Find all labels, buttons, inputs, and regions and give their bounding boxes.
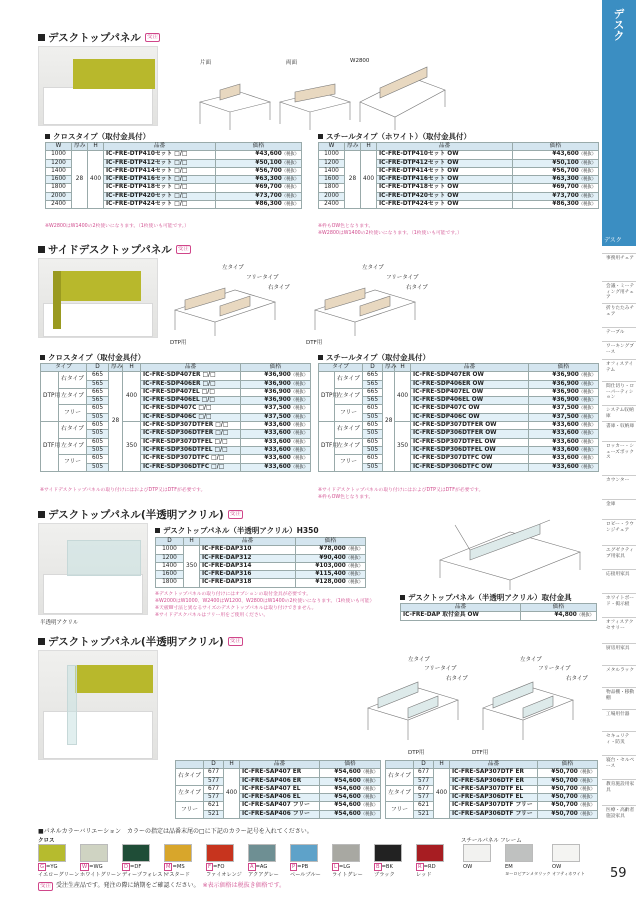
- sidebar-item[interactable]: システム収納庫: [606, 408, 634, 419]
- drawing-label: フリータイプ: [424, 666, 457, 672]
- drawing-label: 両面: [286, 60, 298, 66]
- sidebar-divider: [602, 593, 636, 594]
- sidebar-item[interactable]: 間仕切り・ローパーティション: [606, 384, 635, 401]
- color-swatch: [38, 844, 66, 862]
- color-swatch-name: ライトグレー: [332, 872, 363, 878]
- sidebar-item[interactable]: 教育施設用家具: [606, 782, 635, 793]
- sidebar-item[interactable]: オフィスアクセサリー: [606, 620, 634, 631]
- note: ※枠もOW色となります。: [318, 495, 374, 500]
- note: ※W2800はW1400の2枚使いになります。（1枚使いも可能です。）: [45, 224, 189, 229]
- drawing-label: DTF用: [472, 750, 489, 756]
- sidebar-divider: [602, 303, 636, 304]
- color-swatch-name: レッド: [416, 872, 432, 878]
- drawing-label: W2800: [350, 58, 370, 64]
- sidebar-divider: [602, 569, 636, 570]
- drawing-label: 左タイプ: [520, 657, 542, 663]
- sidebar-divider: [602, 441, 636, 442]
- sidebar-item[interactable]: 厨房用家具: [606, 646, 630, 651]
- acrylic-side-dtf-table: D H 品番 価格 右タイプ 677 400 IC-FRE-SAP307DTF ER ¥50,700（税抜） 577 IC-FRE-SAP306DTF ER ¥50,700（税抜） 左タイプ 677 IC-FRE-SAP307DTF EL ¥50,700（税抜） 577 IC-FRE-SAP306DTF EL ¥50,700（税抜） フリー 621 IC-FRE-SAP307DTF フリー ¥50,700（税抜） 521 IC-FRE-SAP306DTF フリー ¥50,700（税抜）: [385, 760, 598, 819]
- color-swatch-label: A =AG: [250, 864, 268, 870]
- color-swatch: [505, 844, 533, 862]
- bracket-price-table: 品番 価格 IC-FRE-DAP 取付金具 OW ¥4,800（税抜）: [400, 603, 597, 621]
- sidebar-item[interactable]: 事務用チェア: [606, 256, 634, 261]
- photo-label: 半透明アクリル: [40, 620, 79, 626]
- color-swatch: [164, 844, 192, 862]
- sidebar-divider: [602, 519, 636, 520]
- drawing-label: DTP用: [408, 750, 425, 756]
- section-title-acrylic: デスクトップパネル(半透明アクリル) 受注: [38, 507, 243, 522]
- sidebar-divider: [602, 381, 636, 382]
- drawing-label: 右タイプ: [446, 676, 468, 682]
- color-swatch: [552, 844, 580, 862]
- sidebar-item[interactable]: メタルラック: [606, 668, 635, 673]
- subtitle-acrylic: デスクトップパネル（半透明アクリル）H350: [155, 525, 319, 536]
- footer-note: 受注 受注生産品です。発注の際に納期をご確認ください。 ※表示価格は税抜き価格です。: [40, 882, 286, 889]
- cross-price-table: W 厚み H 品番 価格 1000 28 400 IC-FRE-DTP410セット □/□ ¥43,600（税抜） 1200 IC-FRE-DTP412セット □/□ ¥50,100（税抜） 1400 IC-FRE-DTP414セット □/□ ¥56,700（税抜） 1600 IC-FRE-DTP416セット □/□ ¥63,300（税抜） 1800 IC-FRE-DTP418セット □/□ ¥69,700（税抜） 2000 IC-FRE-DTP420セット □/□ ¥73,700（税抜） 2400 IC-FRE-DTP424セット □/□ ¥86,300（税抜）: [45, 142, 302, 209]
- color-swatch: [206, 844, 234, 862]
- acrylic-desk-drawing: [430, 520, 595, 590]
- sidebar-divider: [602, 499, 636, 500]
- sidebar-item[interactable]: 折りたたみチェア: [606, 306, 635, 317]
- sidebar-item[interactable]: 書庫・収納庫: [606, 424, 635, 429]
- drawing-label: フリータイプ: [386, 275, 419, 281]
- drawing-label: 右タイプ: [566, 676, 588, 682]
- sidebar-item[interactable]: 医療・高齢者施設家具: [606, 808, 635, 819]
- note: ※サイドデスクパネルはフリー用をご使用ください。: [155, 613, 269, 618]
- note: ※サイドデスクトップパネルの取り付けにはおよびDTP又はDTFが必要です。: [318, 488, 484, 493]
- sidebar-divider: [602, 687, 636, 688]
- sidebar-divider: [602, 359, 636, 360]
- drawing-label: DTP用: [170, 340, 187, 346]
- drawing-label: 右タイプ: [406, 285, 428, 291]
- drawing-label: 左タイプ: [222, 265, 244, 271]
- sidebar-item[interactable]: ホワイトボード・掲示板: [606, 596, 634, 607]
- sidebar-item[interactable]: テーブル: [606, 330, 625, 335]
- note: ※W2800はW1400の2枚使いになります。（1枚使いも可能です。）: [318, 231, 462, 236]
- subtitle-steel: スチールタイプ（ホワイト）（取付金具付）: [318, 131, 471, 142]
- drawing-label: 片面: [200, 60, 212, 66]
- sidebar-divider: [602, 665, 636, 666]
- color-swatch-name: イエローグリーン: [38, 872, 80, 878]
- color-steel-label: スチールパネル: [461, 838, 499, 844]
- sidebar-item[interactable]: 金庫: [606, 502, 616, 507]
- product-photo: [38, 46, 158, 126]
- sidebar-divider: [602, 755, 636, 756]
- note: ※枠もOW色となります。: [318, 224, 374, 229]
- sidebar-divider: [602, 475, 636, 476]
- sidebar-divider: [602, 709, 636, 710]
- sidebar-divider: [602, 643, 636, 644]
- color-swatch: [416, 844, 444, 862]
- sidebar-item[interactable]: 物品棚・移動棚: [606, 690, 635, 701]
- color-swatch-name: オフティホワイト: [552, 871, 585, 876]
- sidebar-divider: [602, 731, 636, 732]
- color-swatch-label: R =RD: [418, 864, 436, 870]
- color-swatch-label: EM: [505, 864, 513, 870]
- side-steel-price-table: タイプ D 厚み H 品番 価格 DTP用 右タイプ 665 28 400 IC-FRE-SDP407ER OW ¥36,900（税抜） 565 IC-FRE-SDP406ER OW ¥36,900（税抜） 左タイプ 665 IC-FRE-SDP407EL OW ¥36,900（税抜） 565 IC-FRE-SDP406EL OW ¥36,900（税抜） フリー 605 IC-FRE-SDP407C OW ¥37,500（税抜） 505 IC-FRE-SDP406C OW ¥37,500（税抜） DTF用 右タイプ 605 350 IC-FRE-SDP307DTFER OW ¥33,600（税抜） 505 IC-FRE-SDP306DTFER OW ¥33,600（税抜） 左タイプ 605 IC-FRE-SDP307DTFEL OW ¥33,600（税抜） 505 IC-FRE-SDP306DTFEL OW ¥33,600（税抜） フリー 605 IC-FRE-SDP307DTFC OW ¥33,600（税抜） 505 IC-FRE-SDP306DTFC OW ¥33,600（税抜）: [318, 363, 599, 472]
- drawing-label: フリータイプ: [246, 275, 279, 281]
- color-swatch-name: ペールブルー: [290, 872, 321, 878]
- color-swatch-name: ブラック: [374, 872, 395, 878]
- product-photo: [38, 523, 148, 615]
- steel-price-table: W 厚み H 品番 価格 1000 28 400 IC-FRE-DTP410セット OW ¥43,600（税抜） 1200 IC-FRE-DTP412セット OW ¥50,100（税抜） 1400 IC-FRE-DTP414セット OW ¥56,700（税抜） 1600 IC-FRE-DTP416セット OW ¥63,300（税抜） 1800 IC-FRE-DTP418セット OW ¥69,700（税抜） 2000 IC-FRE-DTP420セット OW ¥73,700（税抜） 2400 IC-FRE-DTP424セット OW ¥86,300（税抜）: [318, 142, 599, 209]
- color-swatch-label: F =FO: [208, 864, 225, 870]
- sidebar-divider: [602, 617, 636, 618]
- color-swatch-name: ディープフォレスト: [122, 872, 168, 878]
- sidebar-divider: [602, 281, 636, 282]
- color-swatch-label: P =PB: [292, 864, 309, 870]
- color-swatch-label: W =WG: [82, 864, 103, 870]
- section-title-side-panel: サイドデスクトップパネル 受注: [38, 242, 191, 257]
- sidebar-divider: [602, 805, 636, 806]
- sidebar-item[interactable]: ロビー・ラウンジチェア: [606, 522, 634, 533]
- color-swatch: [122, 844, 150, 862]
- drawing-label: 左タイプ: [408, 657, 430, 663]
- sidebar-divider: [602, 779, 636, 780]
- color-swatch-label: OW: [463, 864, 473, 870]
- sidebar-divider: [602, 253, 636, 254]
- page-number: 59: [610, 866, 627, 881]
- sidebar-divider: [602, 405, 636, 406]
- color-swatch: [80, 844, 108, 862]
- side-cross-price-table: タイプ D 厚み H 品番 価格 DTP用 右タイプ 665 28 400 IC-FRE-SDP407ER □/□ ¥36,900（税抜） 565 IC-FRE-SDP406ER □/□ ¥36,900（税抜） 左タイプ 665 IC-FRE-SDP407EL □/□ ¥36,900（税抜） 565 IC-FRE-SDP406EL □/□ ¥36,900（税抜） フリー 605 IC-FRE-SDP407C □/□ ¥37,500（税抜） 505 IC-FRE-SDP406C □/□ ¥37,500（税抜） DTF用 右タイプ 605 350 IC-FRE-SDP307DTFER □/□ ¥33,600（税抜） 505 IC-FRE-SDP306DTFER □/□ ¥33,600（税抜） 左タイプ 605 IC-FRE-SDP307DTFEL □/□ ¥33,600（税抜） 505 IC-FRE-SDP306DTFEL □/□ ¥33,600（税抜） フリー 605 IC-FRE-SDP307DTFC □/□ ¥33,600（税抜） 505 IC-FRE-SDP306DTFC □/□ ¥33,600（税抜）: [40, 363, 311, 472]
- color-swatch-label: OW: [552, 864, 562, 870]
- side-panel-drawing: [165, 270, 455, 340]
- sidebar-divider: [602, 421, 636, 422]
- color-variation-title: ■パネルカラーバリエーション カラーの指定は品番末尾の□に下記のカラー記号を入れてください。: [38, 828, 313, 835]
- drawing-label: 左タイプ: [362, 265, 384, 271]
- color-swatch-label: D =DF: [124, 864, 142, 870]
- subtitle-bracket: デスクトップパネル（半透明アクリル）取付金具: [400, 592, 572, 603]
- sidebar-item[interactable]: ワーキングブース: [606, 344, 634, 355]
- drawing-label: フリータイプ: [538, 666, 571, 672]
- product-photo: [38, 650, 158, 760]
- desk-drawing: [195, 62, 455, 132]
- color-swatch-name: ファイオレンジ: [206, 872, 242, 878]
- sidebar-item[interactable]: 寝台・セルペース: [606, 758, 635, 769]
- acrylic-price-table: D H 品番 価格 1000 350 IC-FRE-DAP310 ¥78,000（税抜） 1200 IC-FRE-DAP312 ¥90,400（税抜） 1400 IC-FRE-DAP314 ¥103,000（税抜） 1600 IC-FRE-DAP316 ¥115,400（税抜） 1800 IC-FRE-DAP318 ¥128,000（税抜）: [155, 537, 366, 588]
- sidebar-divider: [602, 341, 636, 342]
- sidebar-item[interactable]: 応接用家具: [606, 572, 630, 577]
- color-swatch: [374, 844, 402, 862]
- color-swatch: [332, 844, 360, 862]
- color-swatch: [290, 844, 318, 862]
- section-title-desktop-panel: デスクトップパネル 受注: [38, 30, 160, 45]
- acrylic-side-drawing: [358, 668, 598, 748]
- sidebar: [602, 0, 636, 900]
- color-swatch-name: ホワイトグリーン: [80, 872, 122, 878]
- color-swatch-name: アクアグレー: [248, 872, 279, 878]
- note: ※デスクトップパネルの取り付けにはオプションの取付金具が必要です。: [155, 592, 311, 597]
- subtitle-steel: スチールタイプ（取付金具付）: [318, 352, 430, 363]
- sidebar-item[interactable]: ロッカー・シューズボックス: [606, 444, 635, 461]
- sidebar-item[interactable]: セキュリティ・防災: [606, 734, 630, 745]
- drawing-label: 右タイプ: [268, 285, 290, 291]
- subtitle-cross: クロスタイプ（取付金具付）: [45, 131, 150, 142]
- sidebar-item[interactable]: エグゼクティブ用家具: [606, 548, 634, 559]
- subtitle-cross: クロスタイプ（取付金具付）: [40, 352, 145, 363]
- color-swatch-label: B =BK: [376, 864, 393, 870]
- acrylic-side-dtp-table: D H 品番 価格 右タイプ 677 400 IC-FRE-SAP407 ER ¥54,600（税抜） 577 IC-FRE-SAP406 ER ¥54,600（税抜） 左タイプ 677 IC-FRE-SAP407 EL ¥54,600（税抜） 577 IC-FRE-SAP406 EL ¥54,600（税抜） フリー 621 IC-FRE-SAP407 フリー ¥54,600（税抜） 521 IC-FRE-SAP406 フリー ¥54,600（税抜）: [175, 760, 381, 819]
- color-swatch-name: マスタード: [164, 872, 190, 878]
- color-frame-label: フレーム: [500, 838, 522, 844]
- color-swatch-name: ヨーロピアンメタリック: [505, 871, 551, 876]
- note: ※サイドデスクトップパネルの取り付けにはおよびDTP又はDTFが必要です。: [40, 488, 206, 493]
- sidebar-divider: [602, 545, 636, 546]
- sidebar-item[interactable]: カウンター: [606, 478, 630, 483]
- color-swatch-label: M =MS: [166, 864, 185, 870]
- color-swatch-label: G =YG: [40, 864, 58, 870]
- note: ※天板W寸法と異なるサイズのデスクトップパネルは取り付けできません。: [155, 606, 317, 611]
- sidebar-header: デスク: [602, 0, 636, 232]
- color-cross-label: クロス: [38, 838, 55, 844]
- color-swatch-label: L =LG: [334, 864, 351, 870]
- sidebar-item[interactable]: 会議・ミーティング用チェア: [606, 284, 635, 301]
- product-photo: [38, 258, 158, 338]
- section-title-acrylic-side: デスクトップパネル(半透明アクリル) 受注: [38, 634, 243, 649]
- sidebar-item[interactable]: 工場用什器: [606, 712, 630, 717]
- note: ※W2000はW1000、W2400はW1200、W2800はW1400の2枚使いになります。（1枚使いも可能）: [155, 599, 375, 604]
- sidebar-item-active[interactable]: デスク: [602, 232, 636, 246]
- drawing-label: DTF用: [306, 340, 323, 346]
- color-swatch: [463, 844, 491, 862]
- color-swatch: [248, 844, 276, 862]
- sidebar-item[interactable]: オフィスアイテム: [606, 362, 634, 373]
- sidebar-divider: [602, 327, 636, 328]
